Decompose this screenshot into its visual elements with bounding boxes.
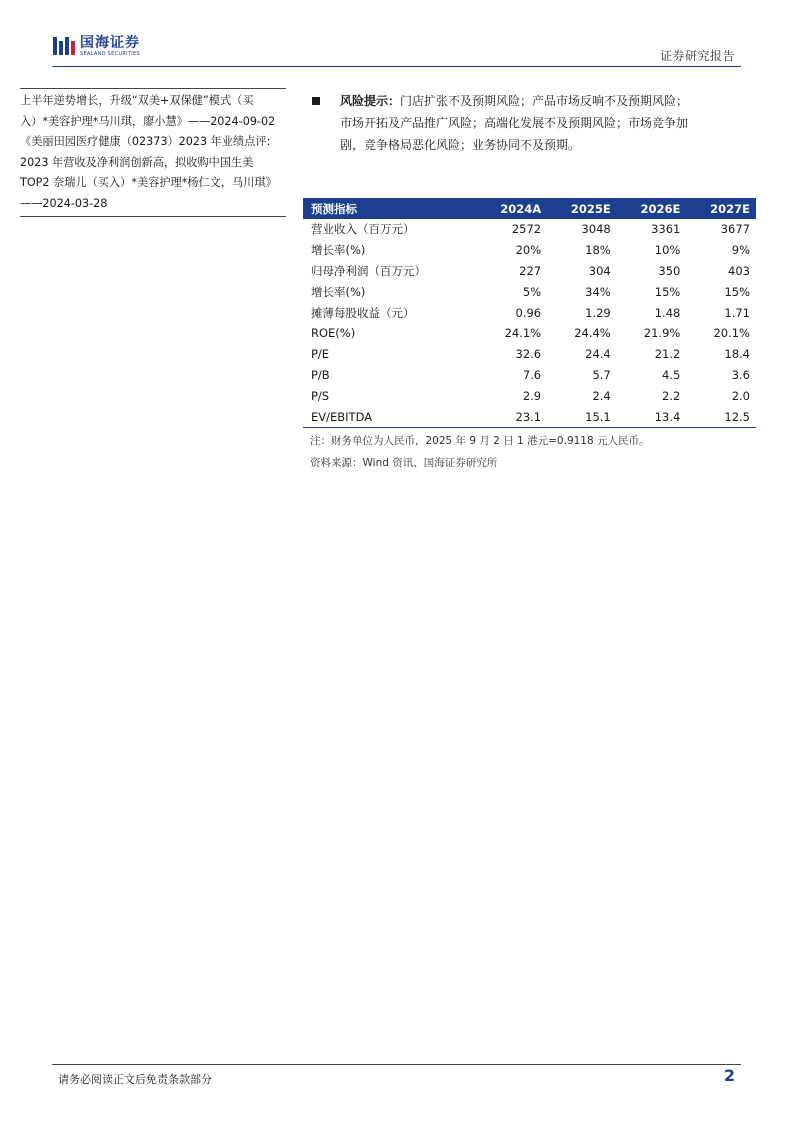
table-cell: 24.4 [585, 347, 611, 362]
row-label: 摊薄每股收益（元） [311, 305, 415, 320]
table-cell: 1.48 [654, 305, 681, 320]
related-report-line: 入）*美容护理*马川琪，廖小慧》——2024-09-02 [20, 114, 276, 128]
table-cell: 20.1% [713, 326, 750, 341]
disclaimer-text: 请务必阅读正文后免责条款部分 [58, 1073, 212, 1086]
related-report-line: 上半年逆势增长，升级“双美+双保健”模式（买 [20, 94, 254, 107]
table-row [303, 406, 756, 427]
related-report-line: 《美丽田园医疗健康（02373）2023 年业绩点评: [20, 135, 271, 148]
table-row [303, 323, 756, 344]
column-header: 2027E [686, 198, 756, 219]
table-cell: 15% [654, 284, 681, 299]
table-cell: 18.4 [724, 347, 750, 362]
table-note: 注：财务单位为人民币，2025 年 9 月 2 日 1 港元=0.9118 元人民币。 [310, 435, 650, 447]
related-report-line: TOP2 奈瑞儿（买入）*美容护理*杨仁文，马川琪》 [20, 176, 277, 189]
row-label: P/S [311, 388, 330, 403]
row-label: P/B [311, 367, 330, 382]
risk-line: 市场开拓及产品推广风险；高端化发展不及预期风险；市场竞争加 [340, 116, 689, 130]
table-cell: 5% [522, 284, 542, 299]
table-cell: 3677 [720, 222, 750, 237]
table-cell: 18% [585, 243, 611, 258]
column-header: 预测指标 [303, 198, 476, 219]
table-cell: 0.96 [515, 305, 542, 320]
table-row [303, 281, 756, 302]
table-row [303, 261, 756, 282]
table-row [303, 344, 756, 365]
table-cell: 403 [728, 263, 750, 278]
table-cell: 5.7 [592, 367, 611, 382]
table-cell: 2.9 [522, 388, 542, 403]
table-cell: 13.4 [617, 406, 687, 427]
forecast-table [303, 198, 756, 428]
document-type-label: 证券研究报告 [659, 49, 735, 63]
column-header: 2024A [476, 198, 547, 219]
table-cell: 2.2 [662, 388, 681, 403]
table-cell: 21.2 [654, 347, 681, 362]
table-cell: 10% [654, 243, 681, 258]
page-number: 2 [723, 1066, 735, 1085]
table-cell: 1.71 [724, 305, 750, 320]
table-cell: 2572 [511, 222, 542, 237]
column-header: 2026E [617, 198, 687, 219]
related-report-line: 2023 年营收及净利润创新高，拟收购中国生美 [20, 155, 254, 169]
row-label: EV/EBITDA [303, 406, 476, 427]
table-header-row [303, 198, 756, 219]
risk-line: 门店扩张不及预期风险；产品市场反响不及预期风险； [400, 94, 689, 108]
row-label: 归母净利润（百万元） [311, 263, 426, 278]
table-cell: 23.1 [476, 406, 547, 427]
table-cell: 7.6 [522, 367, 542, 382]
table-cell: 15.1 [547, 406, 617, 427]
table-source: 资料来源：Wind 资讯、国海证券研究所 [310, 457, 498, 469]
company-logo [52, 34, 140, 58]
table-cell: 32.6 [515, 347, 542, 362]
table-cell: 9% [731, 243, 750, 258]
related-reports-text [20, 91, 286, 214]
table-cell: 350 [658, 263, 681, 278]
row-label: 营业收入（百万元） [311, 222, 415, 237]
table-cell: 3.6 [731, 367, 750, 382]
square-bullet-icon [312, 97, 320, 105]
footer-divider [52, 1064, 741, 1065]
table-cell: 20% [515, 243, 542, 258]
header-divider [52, 66, 741, 67]
risk-title: 风险提示： [340, 94, 401, 108]
related-reports-bottom-rule [20, 216, 286, 217]
risk-line: 剧，竞争格局恶化风险；业务协同不及预期。 [340, 138, 581, 152]
risk-text [340, 90, 758, 156]
table-cell: 2.0 [731, 388, 750, 403]
column-header: 2025E [547, 198, 617, 219]
related-reports [20, 88, 286, 214]
logo-name-cn: 国海证券 [80, 34, 140, 51]
row-label: 增长率(%) [311, 284, 366, 299]
table-cell: 304 [588, 263, 611, 278]
table-row [303, 365, 756, 386]
row-label: ROE(%) [311, 326, 356, 341]
table-cell: 3361 [651, 222, 681, 237]
table-cell: 4.5 [662, 367, 681, 382]
table-cell: 12.5 [686, 406, 756, 427]
table-cell: 24.4% [574, 326, 611, 341]
table-cell: 24.1% [504, 326, 542, 341]
table-cell: 1.29 [585, 305, 611, 320]
table-row [303, 302, 756, 323]
table-row [303, 219, 756, 240]
row-label: P/E [311, 347, 330, 362]
table-row [303, 385, 756, 406]
logo-name-en: SEALAND SECURITIES [80, 50, 140, 57]
table-cell: 227 [519, 263, 542, 278]
table-cell: 15% [724, 284, 750, 299]
table-cell: 21.9% [643, 326, 681, 341]
risk-section [312, 90, 758, 156]
sealand-logo-icon [52, 34, 76, 58]
row-label: 增长率(%) [311, 243, 366, 258]
related-report-line: ——2024-03-28 [20, 196, 108, 210]
table-cell: 2.4 [592, 388, 611, 403]
table-row [303, 240, 756, 261]
table-cell: 34% [585, 284, 611, 299]
table-cell: 3048 [581, 222, 611, 237]
